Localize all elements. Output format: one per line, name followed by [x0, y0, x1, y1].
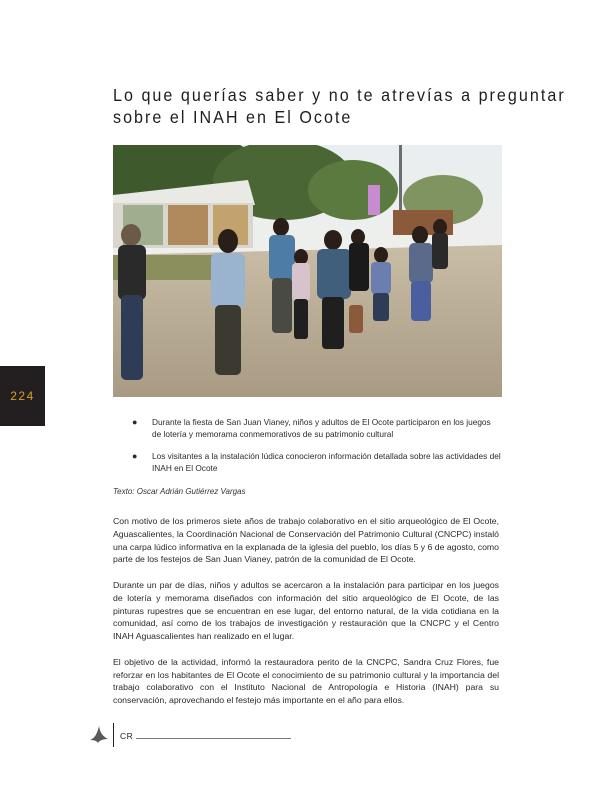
author-credit: Texto: Oscar Adrián Gutiérrez Vargas	[113, 487, 246, 496]
festival-photo	[113, 145, 502, 397]
footer-divider	[113, 723, 114, 747]
paragraph: El objetivo de la actividad, informó la restauradora perito de la CNCPC, Sandra Cruz Flores, fue reforzar en los habitantes de El Ocote el conocimiento de su patrimonio cultural y la importancia del trabajo colaborativo con el Instituto Nacional de Antropología e Historia (INAH) para su conservación, aprovechando el festejo más importante en el año para ellos.	[113, 656, 499, 706]
caption-item	[132, 416, 502, 440]
article-body	[113, 515, 499, 720]
caption-text: Los visitantes a la instalación lúdica conocieron información detallada sobre las actividades del INAH en El Ocote	[152, 451, 501, 473]
title-line-2: sobre el INAH en El Ocote	[113, 107, 353, 127]
article-title	[113, 84, 566, 128]
bird-logo-icon	[88, 720, 110, 744]
caption-text: Durante la fiesta de San Juan Vianey, niños y adultos de El Ocote participaron en los juegos de lotería y memorama conmemorativos de su patrimonio cultural	[152, 417, 491, 439]
photo-captions	[132, 416, 502, 484]
footer-label: CR	[120, 731, 134, 741]
page-number-tab	[0, 366, 45, 426]
page-number: 224	[10, 389, 35, 403]
bullet-icon: ●	[132, 417, 138, 427]
bullet-icon: ●	[132, 451, 138, 461]
footer-rule-line	[136, 738, 291, 739]
title-line-1: Lo que querías saber y no te atrevías a preguntar	[113, 85, 566, 105]
paragraph: Con motivo de los primeros siete años de trabajo colaborativo en el sitio arqueológico de El Ocote, Aguascalientes, la Coordinación Nacional de Conservación del Patrimonio Cultural (CNCPC) instaló una carpa lúdico informativa en la explanada de la iglesia del pueblo, los días 5 y 6 de agosto, como parte de los festejos de San Juan Vianey, patrón de la comunidad de El Ocote.	[113, 516, 499, 565]
caption-item	[132, 450, 502, 474]
paragraph: Durante un par de días, niños y adultos se acercaron a la instalación para participar en los juegos de lotería y memorama diseñados con información del sitio arqueológico de El Ocote, de las pinturas rupestres que se encuentran en ese lugar, del entorno natural, de la vida cotidiana en la comunidad, así como de los trabajos de investigación y restauración que la CNCPC y el Centro INAH Aguascalientes han realizado en el lugar.	[113, 579, 499, 642]
